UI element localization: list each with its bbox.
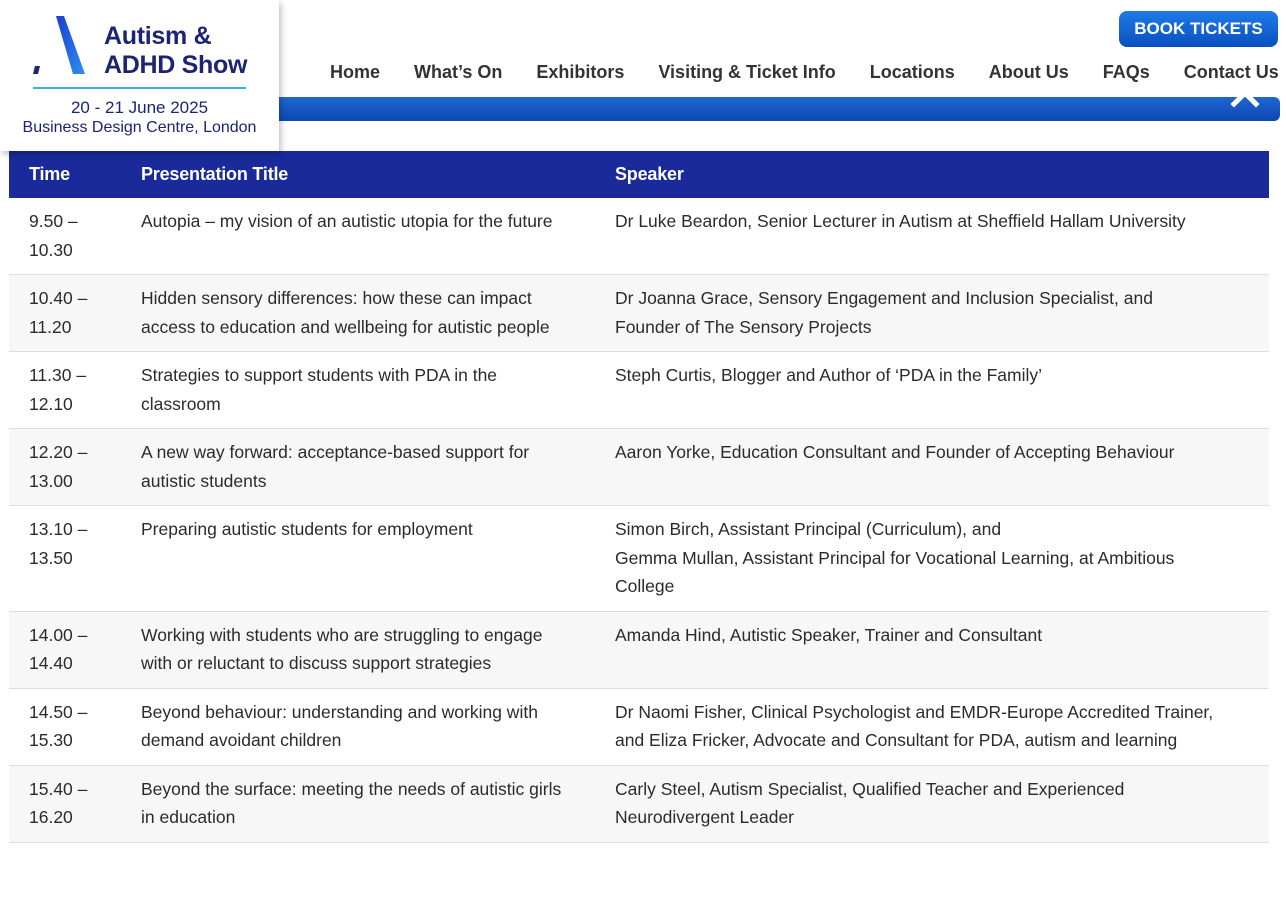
row-title: Autopia – my vision of an autistic utopia for the future	[121, 198, 595, 275]
row-title: Strategies to support students with PDA in the classroom	[121, 352, 595, 429]
row-time: 10.40 – 11.20	[9, 275, 121, 352]
row-speaker: Dr Joanna Grace, Sensory Engagement and Inclusion Specialist, and Founder of The Sensory Projects	[595, 275, 1269, 352]
logo-divider	[33, 87, 246, 89]
nav-locations[interactable]: Locations	[869, 62, 955, 82]
table-row	[9, 765, 1269, 842]
nav-contact-us[interactable]: Contact Us	[1183, 62, 1279, 82]
row-time: 11.30 – 12.10	[9, 352, 121, 429]
header-title: Presentation Title	[121, 151, 595, 198]
row-speaker: Amanda Hind, Autistic Speaker, Trainer and Consultant	[595, 611, 1269, 688]
row-title: Beyond behaviour: understanding and working with demand avoidant children	[121, 688, 595, 765]
row-speaker	[595, 506, 1269, 612]
table-row	[9, 198, 1269, 275]
row-speaker-line-2: Gemma Mullan, Assistant Principal for Vocational Learning, at Ambitious College	[615, 547, 1175, 596]
row-time: 14.50 – 15.30	[9, 688, 121, 765]
logo-a-icon	[32, 16, 88, 76]
table-row	[9, 429, 1269, 506]
site-header	[0, 0, 1286, 150]
nav-whats-on[interactable]: What’s On	[414, 62, 503, 82]
row-speaker: Dr Naomi Fisher, Clinical Psychologist and EMDR-Europe Accredited Trainer, and Eliza Fricker, Advocate and Consultant for PDA, autism and learning	[595, 688, 1269, 765]
row-time: 14.00 – 14.40	[9, 611, 121, 688]
row-title: Beyond the surface: meeting the needs of autistic girls in education	[121, 765, 595, 842]
table-header-row	[9, 151, 1269, 198]
row-title: Working with students who are struggling to engage with or reluctant to discuss support strategies	[121, 611, 595, 688]
event-venue: Business Design Centre, London	[22, 119, 257, 136]
row-time: 13.10 – 13.50	[9, 506, 121, 612]
table-row	[9, 352, 1269, 429]
row-speaker: Steph Curtis, Blogger and Author of ‘PDA in the Family’	[595, 352, 1269, 429]
table-row	[9, 688, 1269, 765]
row-speaker: Dr Luke Beardon, Senior Lecturer in Autism at Sheffield Hallam University	[595, 198, 1269, 275]
nav-about-us[interactable]: About Us	[988, 62, 1069, 82]
logo-line-1: Autism &	[104, 22, 212, 50]
nav-visiting-ticket-info[interactable]: Visiting & Ticket Info	[658, 62, 836, 82]
main-nav	[313, 62, 1279, 83]
row-time: 9.50 – 10.30	[9, 198, 121, 275]
row-title: A new way forward: acceptance-based support for autistic students	[121, 429, 595, 506]
header-speaker: Speaker	[595, 151, 1269, 198]
row-time: 12.20 – 13.00	[9, 429, 121, 506]
logo-wordmark	[104, 22, 247, 80]
schedule-table	[9, 151, 1269, 843]
event-dates: 20 - 21 June 2025	[70, 98, 209, 117]
table-row	[9, 275, 1269, 352]
row-title: Preparing autistic students for employment	[121, 506, 595, 612]
logo-line-2: ADHD Show	[104, 51, 248, 79]
nav-home[interactable]: Home	[330, 62, 381, 82]
book-tickets-button[interactable]: BOOK TICKETS	[1119, 11, 1278, 47]
header-banner-bar	[240, 97, 1280, 121]
row-speaker: Aaron Yorke, Education Consultant and Founder of Accepting Behaviour	[595, 429, 1269, 506]
nav-faqs[interactable]: FAQs	[1102, 62, 1150, 82]
row-title: Hidden sensory differences: how these can impact access to education and wellbeing for autistic people	[121, 275, 595, 352]
table-row	[9, 611, 1269, 688]
row-speaker: Carly Steel, Autism Specialist, Qualified Teacher and Experienced Neurodivergent Leader	[595, 765, 1269, 842]
site-logo[interactable]	[0, 0, 279, 151]
row-time: 15.40 – 16.20	[9, 765, 121, 842]
row-speaker-line-1: Simon Birch, Assistant Principal (Curriculum), and	[615, 519, 1002, 539]
nav-exhibitors[interactable]: Exhibitors	[536, 62, 625, 82]
header-time: Time	[9, 151, 121, 198]
table-row	[9, 506, 1269, 612]
